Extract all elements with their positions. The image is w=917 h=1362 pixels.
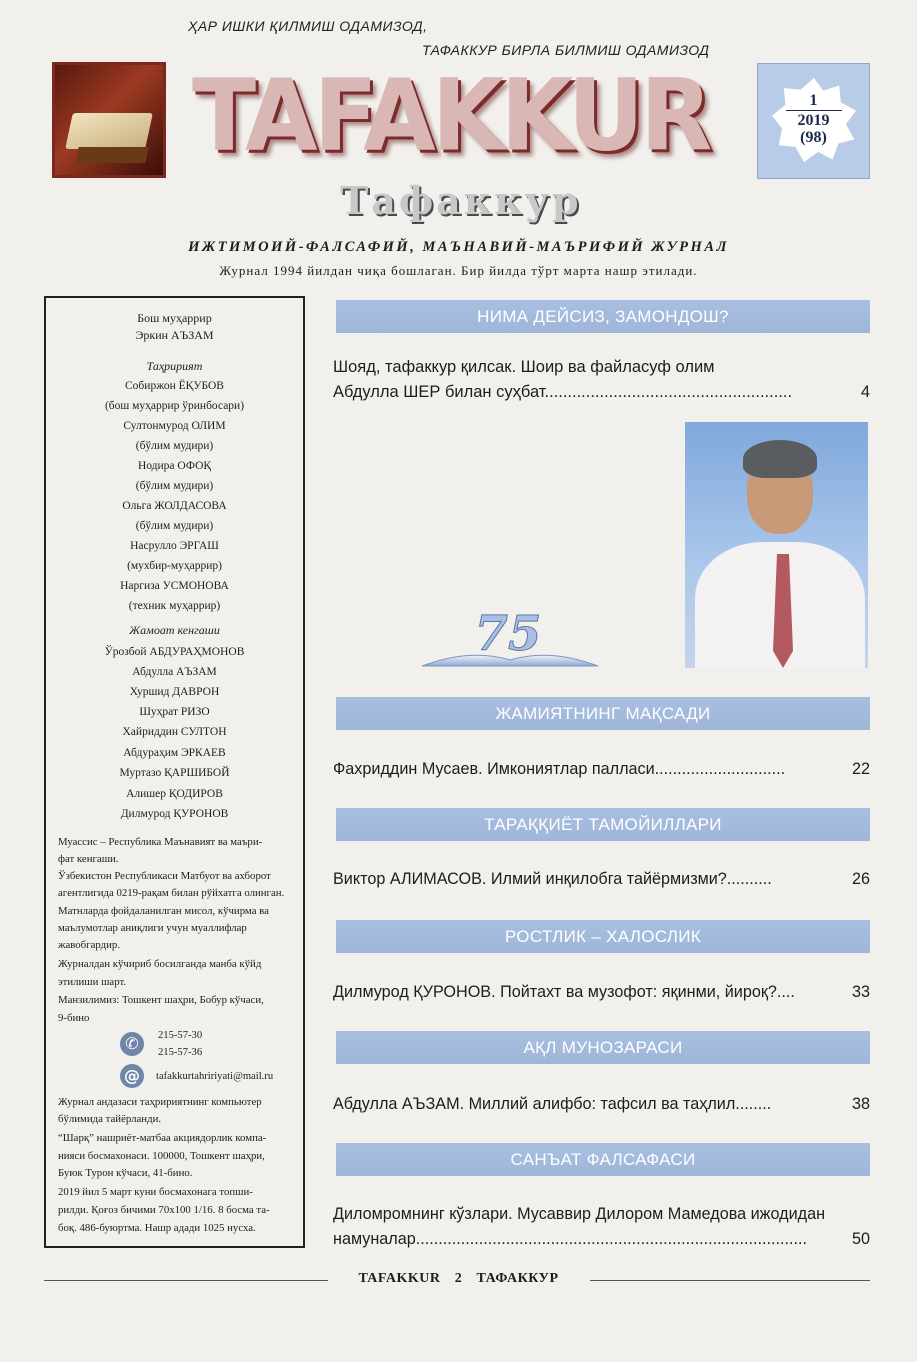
phone-icon: ✆ [120,1032,144,1056]
editorial-name: Султонмурод ОЛИМ [123,420,226,432]
footer-left: TAFAKKUR [358,1271,441,1286]
council-member: Абдураҳим ЭРКАЕВ [123,747,226,759]
info-line: Муассис – Республика Маънавият ва маъри- [58,836,263,848]
editorial-role: (мухбир-муҳаррир) [127,560,222,572]
section-heading: ЖАМИЯТНИНГ МАҚСАДИ [336,697,870,730]
page-footer [0,1271,917,1287]
council-member: Алишер ҚОДИРОВ [126,788,223,800]
issue-year: 2019 [797,112,830,129]
editorial-name: Ольга ЖОЛДАСОВА [122,500,227,512]
info-line: Матнларда фойдаланилган мисол, кўчирма ва [58,905,269,917]
info-line: Манзилимиз: Тошкент шаҳри, Бобур кўчаси, [58,994,264,1006]
section-heading: НИМА ДЕЙСИЗ, ЗАМОНДОШ? [336,300,870,333]
info-line: этилиши шарт. [58,976,127,988]
toc-entry-line: Фахриддин Мусаев. Имкониятлар палласи............................. [333,760,786,778]
toc-entry-line: Шояд, тафаккур қилсак. Шоир ва файласуф олим [333,358,715,376]
emblem-number: 75 [474,606,542,662]
phone-2: 215-57-36 [158,1047,203,1058]
info-line: 9-бино [58,1012,90,1024]
print-line: 2019 йил 5 март куни босмахонага топши- [58,1186,253,1198]
print-line: “Шарқ” нашриёт-матбаа акциядорлик компа- [58,1132,267,1144]
email-address: tafakkurtahririyati@mail.ru [156,1071,274,1082]
toc-entry[interactable] [333,867,870,892]
print-line: бўлимида тайёрланди. [58,1113,162,1125]
council-member: Хуршид ДАВРОН [129,686,220,698]
council-member: Ўрозбой АБДУРАҲМОНОВ [104,646,245,658]
page-number: 50 [851,1230,870,1248]
motto-line-1: ҲАР ИШКИ ҚИЛМИШ ОДАМИЗОД, [188,18,428,34]
book-logo-image [52,62,166,178]
open-book-icon [65,113,153,149]
info-line: Журналдан кўчириб босилганда манба кўйд [58,958,262,970]
toc-entry-line: Виктор АЛИМАСОВ. Илмий инқилобга тайёрмизми?.......... [333,870,772,888]
editorial-name: Собиржон ЁҚУБОВ [125,380,224,392]
council-member: Шуҳрат РИЗО [139,706,210,718]
section-heading: РОСТЛИК – ХАЛОСЛИК [336,920,870,953]
chief-name: Эркин АЪЗАМ [135,328,214,342]
issue-badge [757,63,870,179]
section-heading: АҚЛ МУНОЗАРАСИ [336,1031,870,1064]
editorial-role: (техник муҳаррир) [128,600,221,612]
toc-entry-line: Абдулла ШЕР билан суҳбат...................................................... [333,383,793,401]
editorial-name: Нодира ОФОҚ [137,460,212,472]
toc-entry-line: Абдулла АЪЗАМ. Миллий алифбо: тафсил ва таҳлил........ [333,1095,772,1113]
council-member: Муртазо ҚАРШИБОЙ [119,767,230,779]
info-line: жавобгардир. [58,939,121,951]
anniversary-emblem [420,598,600,670]
phone-1: 215-57-30 [158,1030,203,1041]
print-line: Журнал андазаси таҳририятнинг компьютер [58,1096,262,1108]
wordmark-latin: TAFAKKUR [192,59,709,174]
author-photo [685,422,868,668]
journal-type: ИЖТИМОИЙ-ФАЛСАФИЙ, МАЪНАВИЙ-МАЪРИФИЙ ЖУРНАЛ [188,239,729,255]
print-line: нияси босмахонаси. 100000, Тошкент шаҳри, [58,1150,265,1162]
page-number: 22 [851,760,870,778]
toc-entry[interactable] [333,757,870,782]
toc-entry-line: Дилмурод ҚУРОНОВ. Пойтахт ва музофот: яқинми, йироқ?.... [333,983,795,1001]
editorial-name: Наргиза УСМОНОВА [120,580,229,592]
print-line: Буюк Турон кўчаси, 41-бино. [58,1167,193,1179]
editorial-name: Насрулло ЭРГАШ [130,540,219,552]
wordmark-cyrillic: Тафаккур [340,178,582,223]
photo-hair [743,440,817,478]
chief-title: Бош муҳаррир [137,311,212,325]
editorial-role: (бўлим мудири) [135,440,214,452]
page-number: 4 [860,383,870,401]
toc-entry[interactable] [333,1092,870,1117]
toc-entry[interactable] [333,355,870,405]
editorial-role: (бош муҳаррир ўринбосари) [104,400,245,412]
section-heading: ТАРАҚҚИЁТ ТАМОЙИЛЛАРИ [336,808,870,841]
page-number: 38 [851,1095,870,1113]
motto-line-2: ТАФАККУР БИРЛА БИЛМИШ ОДАМИЗОД [422,42,710,58]
info-line: агентлигида 0219-рақам билан рўйхатга олинган. [58,887,285,899]
council-member: Дилмурод ҚУРОНОВ [120,808,229,820]
print-line: боқ. 486-буюртма. Нашр адади 1025 нусха. [58,1222,256,1234]
issue-number: 1 [809,92,818,109]
email-icon: @ [120,1064,144,1088]
editorial-role: (бўлим мудири) [135,520,214,532]
info-line: Ўзбекистон Республикаси Матбуот ва ахборот [58,870,271,882]
section-heading: САНЪАТ ФАЛСАФАСИ [336,1143,870,1176]
page-number: 33 [851,983,870,1001]
toc-entry[interactable] [333,1202,870,1252]
editorial-role: (бўлим мудири) [135,480,214,492]
footer-right: ТАФАККУР [476,1271,559,1286]
toc-entry-line: Диломромнинг кўзлари. Мусаввир Дилором Мамедова ижодидан [333,1205,826,1223]
issue-total: (98) [800,129,827,146]
footer-page-number: 2 [454,1271,463,1286]
journal-info: Журнал 1994 йилдан чиқа бошлаган. Бир йилда тўрт марта нашр этилади. [219,263,698,278]
council-heading: Жамоат кенгаши [129,623,220,637]
council-member: Хайриддин СУЛТОН [122,726,227,738]
council-member: Абдулла АЪЗАМ [132,666,217,678]
info-line: фат кенгаши. [58,853,119,865]
toc-entry-line: намуналар....................................................................................... [333,1230,808,1248]
toc-entry[interactable] [333,980,870,1005]
info-line: маълумотлар аниқлиги учун муаллифлар [58,922,247,934]
book-stand-icon [75,147,148,163]
page-number: 26 [851,870,870,888]
issue-divider [786,110,842,111]
editorial-heading: Таҳририят [146,359,203,373]
print-line: рилди. Қоғоз бичими 70х100 1/16. 8 босма та- [58,1204,270,1216]
